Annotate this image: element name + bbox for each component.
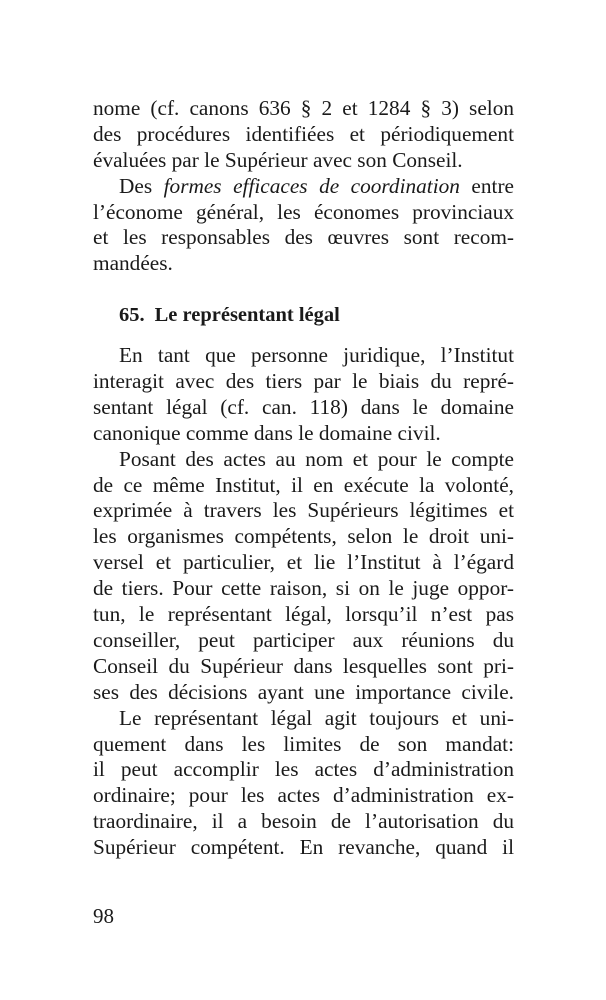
page-body	[93, 96, 514, 861]
text-line: Conseil du Supérieur dans lesquelles sont pri-	[93, 653, 514, 678]
text-line	[93, 174, 514, 200]
text-line: mandées.	[93, 251, 173, 276]
text-line: conseiller, peut participer aux réunions du	[93, 627, 514, 652]
text-line: évaluées par le Supérieur avec son Conseil.	[93, 147, 463, 172]
text-line: interagit avec des tiers par le biais du repré-	[93, 369, 514, 394]
text-line: tun, le représentant légal, lorsqu’il n’est pas	[93, 602, 514, 627]
paragraph	[93, 343, 514, 447]
section-title: Le représentant légal	[154, 304, 340, 327]
text-line: Le représentant légal agit toujours et uni-	[119, 705, 514, 730]
page-number: 98	[93, 904, 114, 928]
text-line: exprimée à travers les Supérieurs légitimes et	[93, 498, 514, 523]
text-line: et les responsables des œuvres sont recom-	[93, 225, 514, 250]
text-line: canonique comme dans le domaine civil.	[93, 420, 441, 445]
text-line: ses des décisions ayant une importance civile.	[93, 679, 514, 704]
emphasis-text: formes efficaces de coordination	[163, 173, 460, 198]
paragraph	[93, 447, 514, 706]
text-line: des procédures identifiées et périodiquement	[93, 121, 514, 146]
section-heading	[93, 303, 514, 329]
text-line: ordinaire; pour les actes d’administration ex-	[93, 783, 514, 808]
paragraph	[93, 174, 514, 278]
text-line: de ce même Institut, il en exécute la volonté,	[93, 472, 514, 497]
text-line: l’économe général, les économes provinciaux	[93, 199, 514, 224]
paragraph	[93, 96, 514, 174]
text-line: il peut accomplir les actes d’administration	[93, 757, 514, 782]
text-line: traordinaire, il a besoin de l’autorisation du	[93, 809, 514, 834]
section-spacer	[93, 277, 514, 303]
text-line: Posant des actes au nom et pour le compte	[119, 446, 514, 471]
text-line: nome (cf. canons 636 § 2 et 1284 § 3) selon	[93, 96, 514, 120]
text-line: versel et particulier, et lie l’Institut à l’égard	[93, 550, 514, 575]
text-line: sentant légal (cf. can. 118) dans le domaine	[93, 394, 514, 419]
text-run: Des	[119, 173, 164, 198]
section-number: 65.	[119, 304, 145, 327]
text-line: Supérieur compétent. En revanche, quand il	[93, 835, 514, 860]
text-line: de tiers. Pour cette raison, si on le juge oppor-	[93, 576, 514, 601]
text-run: entre	[459, 173, 514, 198]
text-line: quement dans les limites de son mandat:	[93, 731, 514, 756]
text-line: les organismes compétents, selon le droit uni-	[93, 524, 514, 549]
text-line: En tant que personne juridique, l’Institut	[119, 343, 514, 368]
paragraph	[93, 706, 514, 861]
